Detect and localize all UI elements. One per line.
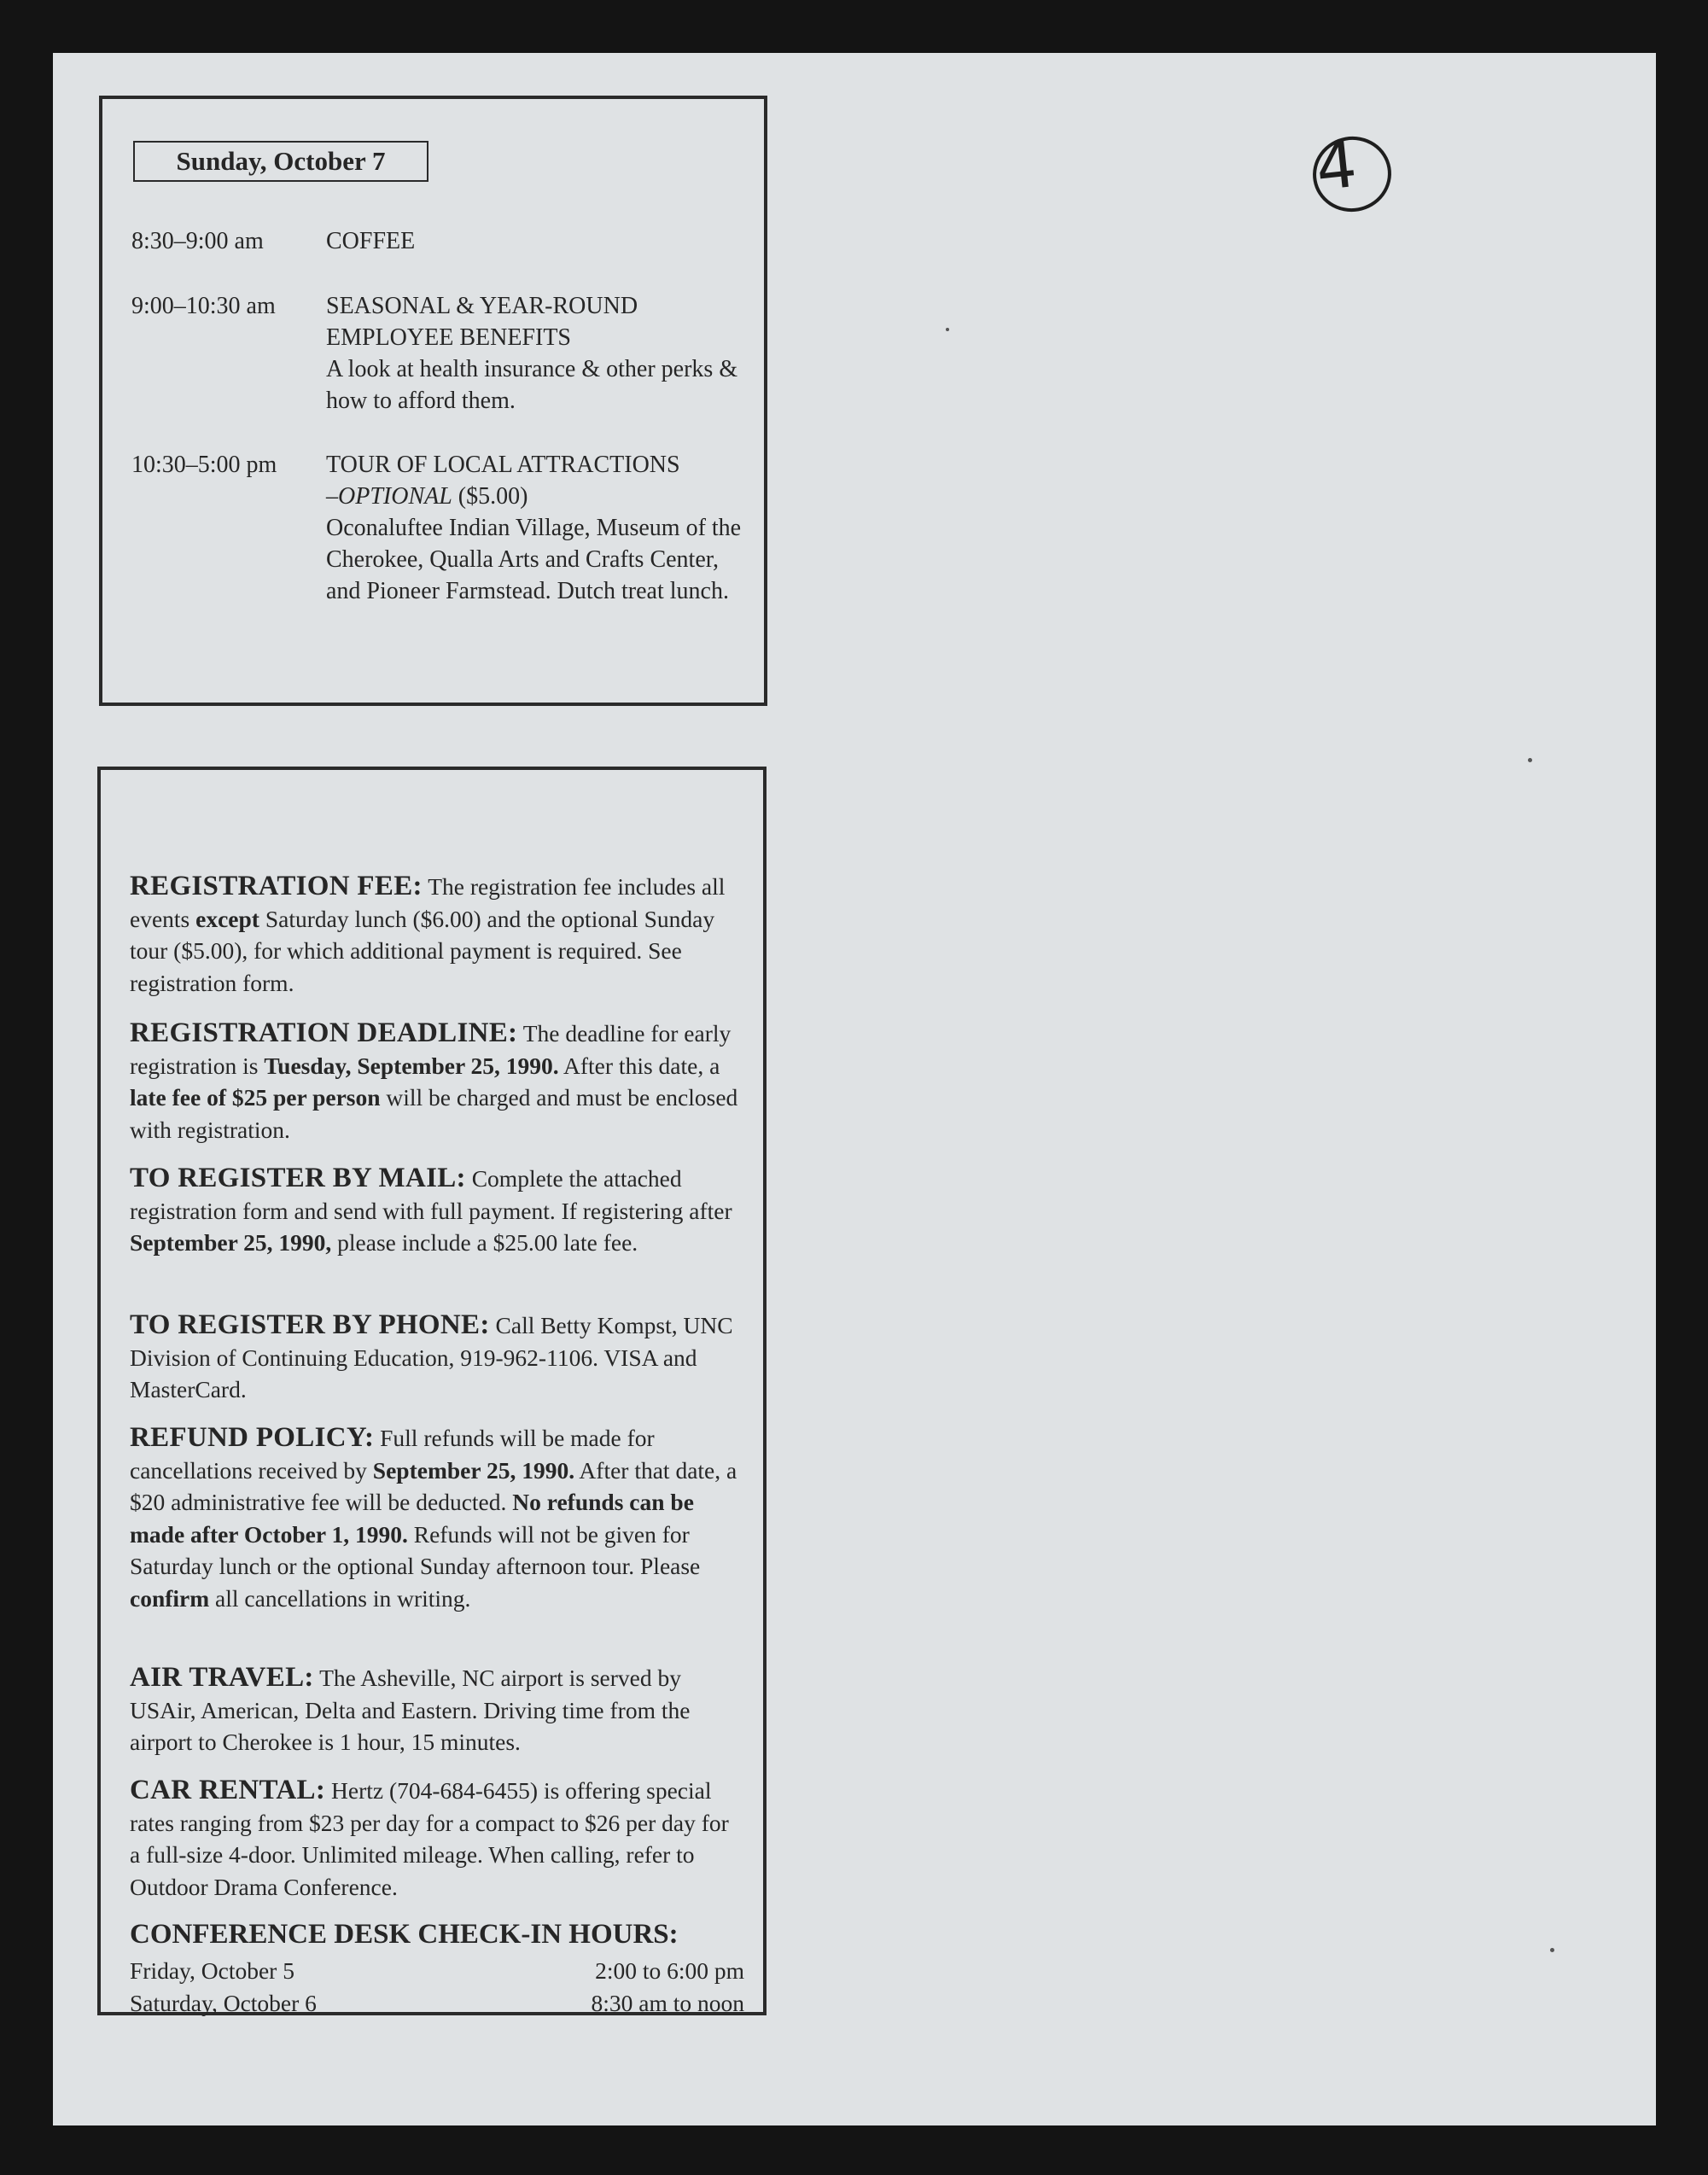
schedule-title-line2: EMPLOYEE BENEFITS [326,324,571,351]
checkin-time: 8:30 am to noon [591,1990,744,2016]
car-rental-section [130,1775,744,1903]
section-heading: REGISTRATION DEADLINE: [130,1018,518,1048]
schedule-description: A look at health insurance & other perks & how to afford them. [326,356,738,414]
section-bold-text: confirm [130,1584,210,1612]
tour-price: ($5.00) [452,483,528,510]
schedule-body [326,449,744,607]
schedule-description: Oconaluftee Indian Village, Museum of the Cherokee, Qualla Arts and Crafts Center, and Pioneer Farmstead. Dutch treat lunch. [326,515,742,604]
section-bold-text: except [195,905,259,932]
checkin-day: Saturday, October 6 [130,1990,317,2016]
schedule-time: 9:00–10:30 am [131,293,276,319]
section-heading: AIR TRAVEL: [130,1662,314,1693]
register-by-phone-section [130,1309,744,1406]
section-bold-text: Tuesday, September 25, 1990. [264,1052,559,1079]
handwritten-page-number: 4 [1312,127,1361,206]
section-bold-text: No refunds can be made after October 1, 1990. [130,1489,694,1548]
schedule-title: COFFEE [326,228,416,254]
section-text: please include a $25.00 late fee. [331,1229,638,1256]
section-heading: CAR RENTAL: [130,1775,326,1805]
registration-deadline-section [130,1018,744,1146]
schedule-time: 10:30–5:00 pm [131,452,277,478]
registration-fee-section [130,871,744,999]
section-text: Saturday lunch ($6.00) and the optional Sunday tour ($5.00), for which additional payment is required. See registration form. [130,905,715,996]
section-heading: REFUND POLICY: [130,1422,375,1453]
section-text: all cancellations in writing. [209,1584,471,1612]
section-text: After that date, a $20 administrative fee will be deducted. [130,1456,737,1515]
section-text: will be charged and must be enclosed with registration. [130,1084,738,1143]
section-text: Complete the attached registration form and send with full payment. If registering after [130,1165,732,1224]
schedule-body [326,290,744,417]
section-text: Hertz (704-684-6455) is offering special rates ranging from $23 per day for a compact to $26 per day for a full-size 4-door. Unlimited mileage. When calling, refer to Outdoor Drama Conference. [130,1777,729,1900]
section-heading: TO REGISTER BY MAIL: [130,1163,466,1193]
day-header: Sunday, October 7 [133,141,428,182]
section-heading: REGISTRATION FEE: [130,871,423,901]
schedule-title: TOUR OF LOCAL ATTRACTIONS [326,452,680,478]
section-heading: TO REGISTER BY PHONE: [130,1309,490,1340]
schedule-time: 8:30–9:00 am [131,228,264,254]
section-text: After this date, a [558,1052,720,1079]
handwritten-circle [1308,131,1402,217]
schedule-title: SEASONAL & YEAR-ROUND [326,293,638,319]
section-bold-text: late fee of $25 per person [130,1084,381,1111]
optional-label: –OPTIONAL [326,483,452,510]
paper-speck [1550,1948,1554,1952]
checkin-day: Friday, October 5 [130,1957,294,1984]
checkin-heading [130,1919,744,1951]
section-heading: CONFERENCE DESK CHECK-IN HOURS: [130,1919,679,1950]
section-text: The Asheville, NC airport is served by USAir, American, Delta and Eastern. Driving time from the airport to Cherokee is 1 hour, 15 minutes. [130,1665,691,1755]
schedule-title-line2 [326,481,744,512]
registration-info-box [97,767,767,2015]
section-text: Full refunds will be made for cancellations received by [130,1425,655,1484]
section-text: Refunds will not be given for Saturday lunch or the optional Sunday afternoon tour. Please [130,1520,701,1579]
paper-speck [946,328,949,331]
checkin-time: 2:00 to 6:00 pm [595,1957,744,1984]
refund-policy-section [130,1422,744,1614]
section-bold-text: September 25, 1990. [372,1456,575,1484]
section-bold-text: September 25, 1990, [130,1229,332,1256]
section-text: The deadline for early registration is [130,1020,732,1079]
register-by-mail-section [130,1163,744,1259]
section-text: Call Betty Kompst, UNC Division of Continuing Education, 919-962-1106. VISA and MasterCard. [130,1312,733,1402]
paper-speck [1528,758,1532,762]
schedule-box [99,96,767,706]
section-text: The registration fee includes all events [130,873,726,932]
document-page [53,53,1656,2125]
air-travel-section [130,1662,744,1758]
